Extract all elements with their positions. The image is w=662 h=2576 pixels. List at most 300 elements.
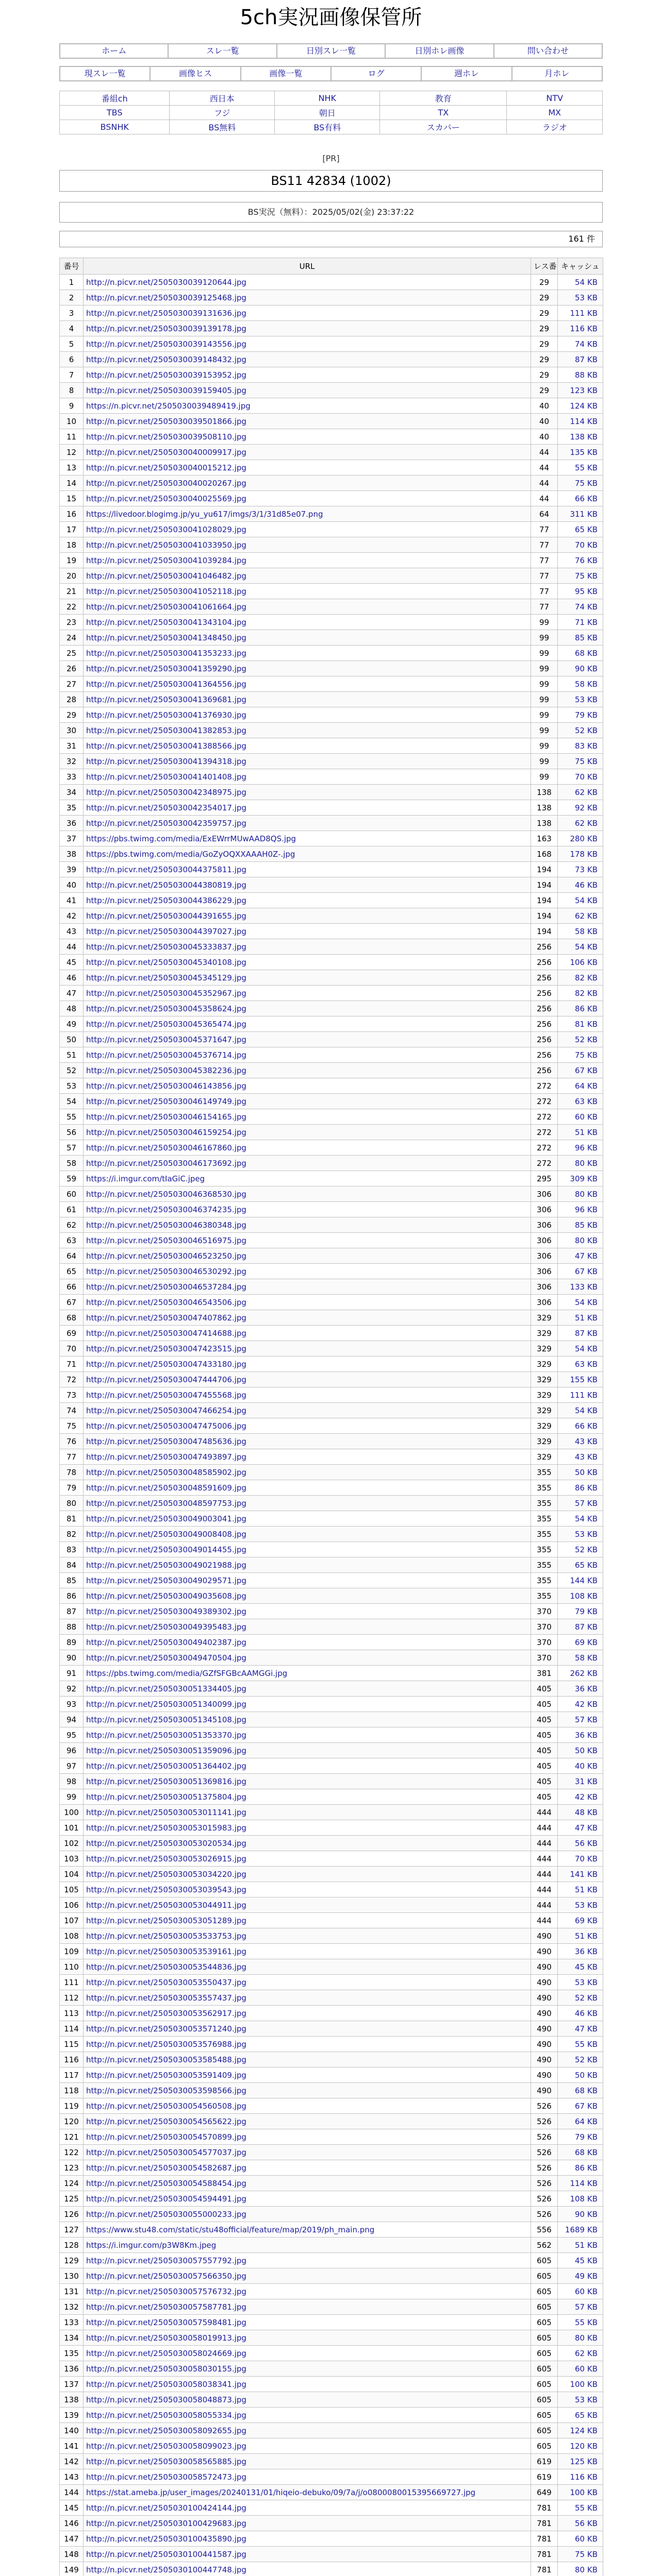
image-url-link[interactable]: http://n.picvr.net/2505030046167860.jpg (84, 1140, 531, 1156)
cache-link[interactable]: 123 KB (558, 383, 603, 398)
cache-link[interactable]: 60 KB (558, 1109, 603, 1125)
cache-link[interactable]: 95 KB (558, 584, 603, 599)
res-number-link[interactable]: 526 (531, 2145, 558, 2160)
cache-link[interactable]: 50 KB (558, 2067, 603, 2083)
cache-link[interactable]: 53 KB (558, 1897, 603, 1913)
channel-link[interactable]: TX (380, 106, 507, 120)
site-title[interactable]: 5ch実況画像保管所 (240, 6, 422, 29)
res-number-link[interactable]: 29 (531, 275, 558, 290)
image-url-link[interactable]: http://n.picvr.net/2505030049395483.jpg (84, 1619, 531, 1635)
cache-link[interactable]: 60 KB (558, 2284, 603, 2299)
res-number-link[interactable]: 168 (531, 846, 558, 862)
res-number-link[interactable]: 444 (531, 1897, 558, 1913)
cache-link[interactable]: 55 KB (558, 460, 603, 476)
cache-link[interactable]: 36 KB (558, 1727, 603, 1743)
cache-link[interactable]: 85 KB (558, 630, 603, 646)
cache-link[interactable]: 1689 KB (558, 2222, 603, 2238)
res-number-link[interactable]: 405 (531, 1681, 558, 1697)
image-url-link[interactable]: http://n.picvr.net/2505030053051289.jpg (84, 1913, 531, 1928)
res-number-link[interactable]: 355 (531, 1527, 558, 1542)
cache-link[interactable]: 92 KB (558, 800, 603, 816)
cache-link[interactable]: 69 KB (558, 1913, 603, 1928)
res-number-link[interactable]: 370 (531, 1650, 558, 1666)
image-url-link[interactable]: http://n.picvr.net/2505030046154165.jpg (84, 1109, 531, 1125)
res-number-link[interactable]: 77 (531, 599, 558, 615)
image-url-link[interactable]: https://i.imgur.com/p3W8Km.jpeg (84, 2238, 531, 2253)
res-number-link[interactable]: 256 (531, 1063, 558, 1078)
cache-link[interactable]: 87 KB (558, 352, 603, 367)
res-number-link[interactable]: 562 (531, 2238, 558, 2253)
image-url-link[interactable]: http://n.picvr.net/2505030058565885.jpg (84, 2454, 531, 2469)
image-url-link[interactable]: http://n.picvr.net/2505030040015212.jpg (84, 460, 531, 476)
res-number-link[interactable]: 306 (531, 1248, 558, 1264)
cache-link[interactable]: 42 KB (558, 1697, 603, 1712)
res-number-link[interactable]: 29 (531, 352, 558, 367)
cache-link[interactable]: 70 KB (558, 769, 603, 785)
res-number-link[interactable]: 256 (531, 1047, 558, 1063)
image-url-link[interactable]: http://n.picvr.net/2505030047407862.jpg (84, 1310, 531, 1326)
res-number-link[interactable]: 781 (531, 2500, 558, 2516)
cache-link[interactable]: 262 KB (558, 1666, 603, 1681)
cache-link[interactable]: 58 KB (558, 676, 603, 692)
cache-link[interactable]: 106 KB (558, 955, 603, 970)
image-url-link[interactable]: http://n.picvr.net/2505030053550437.jpg (84, 1975, 531, 1990)
cache-link[interactable]: 90 KB (558, 2207, 603, 2222)
cache-link[interactable]: 75 KB (558, 2547, 603, 2562)
image-url-link[interactable]: http://n.picvr.net/2505030045352967.jpg (84, 986, 531, 1001)
res-number-link[interactable]: 490 (531, 2083, 558, 2098)
cache-link[interactable]: 52 KB (558, 723, 603, 738)
image-url-link[interactable]: http://n.picvr.net/2505030053011141.jpg (84, 1805, 531, 1820)
res-number-link[interactable]: 605 (531, 2268, 558, 2284)
res-number-link[interactable]: 29 (531, 367, 558, 383)
image-url-link[interactable]: http://n.picvr.net/2505030049003041.jpg (84, 1511, 531, 1527)
res-number-link[interactable]: 605 (531, 2361, 558, 2377)
image-url-link[interactable]: http://n.picvr.net/2505030047433180.jpg (84, 1357, 531, 1372)
res-number-link[interactable]: 29 (531, 383, 558, 398)
res-number-link[interactable]: 77 (531, 568, 558, 584)
res-number-link[interactable]: 272 (531, 1156, 558, 1171)
image-url-link[interactable]: http://n.picvr.net/2505030041343104.jpg (84, 615, 531, 630)
image-url-link[interactable]: http://n.picvr.net/2505030047423515.jpg (84, 1341, 531, 1357)
cache-link[interactable]: 45 KB (558, 2253, 603, 2268)
cache-link[interactable]: 79 KB (558, 707, 603, 723)
cache-link[interactable]: 47 KB (558, 1248, 603, 1264)
res-number-link[interactable]: 619 (531, 2469, 558, 2485)
nav-daily-images[interactable]: 日別ホレ画像 (385, 43, 494, 59)
image-url-link[interactable]: http://n.picvr.net/2505030047466254.jpg (84, 1403, 531, 1418)
cache-link[interactable]: 70 KB (558, 1851, 603, 1867)
cache-link[interactable]: 64 KB (558, 2114, 603, 2129)
res-number-link[interactable]: 605 (531, 2423, 558, 2438)
cache-link[interactable]: 57 KB (558, 1712, 603, 1727)
image-url-link[interactable]: http://n.picvr.net/2505030044386229.jpg (84, 893, 531, 908)
image-url-link[interactable]: http://n.picvr.net/2505030039153952.jpg (84, 367, 531, 383)
image-url-link[interactable]: http://n.picvr.net/2505030055000233.jpg (84, 2207, 531, 2222)
nav-image-history[interactable]: 画像ヒス (150, 66, 241, 81)
res-number-link[interactable]: 526 (531, 2207, 558, 2222)
cache-link[interactable]: 82 KB (558, 986, 603, 1001)
res-number-link[interactable]: 781 (531, 2562, 558, 2576)
image-url-link[interactable]: http://n.picvr.net/2505030041039284.jpg (84, 553, 531, 568)
cache-link[interactable]: 62 KB (558, 785, 603, 800)
cache-link[interactable]: 56 KB (558, 2516, 603, 2531)
image-url-link[interactable]: http://n.picvr.net/2505030046149749.jpg (84, 1094, 531, 1109)
cache-link[interactable]: 46 KB (558, 877, 603, 893)
res-number-link[interactable]: 355 (531, 1588, 558, 1604)
cache-link[interactable]: 108 KB (558, 1588, 603, 1604)
image-url-link[interactable]: http://n.picvr.net/2505030047455568.jpg (84, 1387, 531, 1403)
res-number-link[interactable]: 99 (531, 661, 558, 676)
cache-link[interactable]: 68 KB (558, 646, 603, 661)
cache-link[interactable]: 57 KB (558, 1496, 603, 1511)
cache-link[interactable]: 80 KB (558, 2330, 603, 2346)
res-number-link[interactable]: 329 (531, 1326, 558, 1341)
res-number-link[interactable]: 329 (531, 1357, 558, 1372)
cache-link[interactable]: 86 KB (558, 2160, 603, 2176)
cache-link[interactable]: 87 KB (558, 1326, 603, 1341)
image-url-link[interactable]: http://n.picvr.net/2505030049035608.jpg (84, 1588, 531, 1604)
res-number-link[interactable]: 256 (531, 1001, 558, 1016)
res-number-link[interactable]: 370 (531, 1604, 558, 1619)
cache-link[interactable]: 51 KB (558, 2238, 603, 2253)
nav-daily-threads[interactable]: 日別スレ一覧 (276, 43, 386, 59)
image-url-link[interactable]: http://n.picvr.net/2505030051353370.jpg (84, 1727, 531, 1743)
nav-monthly[interactable]: 月ホレ (511, 66, 603, 81)
image-url-link[interactable]: http://n.picvr.net/2505030047414688.jpg (84, 1326, 531, 1341)
res-number-link[interactable]: 526 (531, 2098, 558, 2114)
cache-link[interactable]: 124 KB (558, 2423, 603, 2438)
image-url-link[interactable]: http://n.picvr.net/2505030053044911.jpg (84, 1897, 531, 1913)
image-url-link[interactable]: http://n.picvr.net/2505030046516975.jpg (84, 1233, 531, 1248)
res-number-link[interactable]: 99 (531, 615, 558, 630)
res-number-link[interactable]: 272 (531, 1094, 558, 1109)
cache-link[interactable]: 36 KB (558, 1944, 603, 1959)
image-url-link[interactable]: http://n.picvr.net/2505030045376714.jpg (84, 1047, 531, 1063)
image-url-link[interactable]: http://n.picvr.net/2505030041401408.jpg (84, 769, 531, 785)
nav-log[interactable]: ログ (330, 66, 422, 81)
cache-link[interactable]: 51 KB (558, 1882, 603, 1897)
cache-link[interactable]: 69 KB (558, 1635, 603, 1650)
res-number-link[interactable]: 329 (531, 1434, 558, 1449)
cache-link[interactable]: 83 KB (558, 738, 603, 754)
image-url-link[interactable]: http://n.picvr.net/2505030053591409.jpg (84, 2067, 531, 2083)
res-number-link[interactable]: 444 (531, 1913, 558, 1928)
image-url-link[interactable]: http://n.picvr.net/2505030053562917.jpg (84, 2006, 531, 2021)
image-url-link[interactable]: https://livedoor.blogimg.jp/yu_yu617/imgs/3/1/31d85e07.png (84, 506, 531, 522)
res-number-link[interactable]: 526 (531, 2176, 558, 2191)
image-url-link[interactable]: http://n.picvr.net/2505030054570899.jpg (84, 2129, 531, 2145)
res-number-link[interactable]: 405 (531, 1743, 558, 1758)
res-number-link[interactable]: 99 (531, 754, 558, 769)
cache-link[interactable]: 311 KB (558, 506, 603, 522)
res-number-link[interactable]: 490 (531, 2037, 558, 2052)
cache-link[interactable]: 80 KB (558, 1156, 603, 1171)
res-number-link[interactable]: 29 (531, 336, 558, 352)
cache-link[interactable]: 144 KB (558, 1573, 603, 1588)
res-number-link[interactable]: 256 (531, 939, 558, 955)
cache-link[interactable]: 65 KB (558, 1557, 603, 1573)
res-number-link[interactable]: 99 (531, 723, 558, 738)
image-url-link[interactable]: http://n.picvr.net/2505030049029571.jpg (84, 1573, 531, 1588)
image-url-link[interactable]: http://n.picvr.net/2505030045358624.jpg (84, 1001, 531, 1016)
image-url-link[interactable]: http://n.picvr.net/2505030100441587.jpg (84, 2547, 531, 2562)
res-number-link[interactable]: 306 (531, 1295, 558, 1310)
res-number-link[interactable]: 444 (531, 1867, 558, 1882)
image-url-link[interactable]: http://n.picvr.net/2505030049470504.jpg (84, 1650, 531, 1666)
image-url-link[interactable]: http://n.picvr.net/2505030041388566.jpg (84, 738, 531, 754)
res-number-link[interactable]: 605 (531, 2438, 558, 2454)
image-url-link[interactable]: http://n.picvr.net/2505030058024669.jpg (84, 2346, 531, 2361)
res-number-link[interactable]: 526 (531, 2160, 558, 2176)
cache-link[interactable]: 52 KB (558, 2052, 603, 2067)
channel-link[interactable]: 番組ch (60, 91, 170, 106)
image-url-link[interactable]: http://n.picvr.net/2505030051375804.jpg (84, 1789, 531, 1805)
cache-link[interactable]: 114 KB (558, 2176, 603, 2191)
cache-link[interactable]: 54 KB (558, 1403, 603, 1418)
res-number-link[interactable]: 99 (531, 630, 558, 646)
res-number-link[interactable]: 77 (531, 584, 558, 599)
cache-link[interactable]: 60 KB (558, 2361, 603, 2377)
image-url-link[interactable]: http://n.picvr.net/2505030053557437.jpg (84, 1990, 531, 2006)
image-url-link[interactable]: http://n.picvr.net/2505030041382853.jpg (84, 723, 531, 738)
res-number-link[interactable]: 44 (531, 476, 558, 491)
cache-link[interactable]: 54 KB (558, 275, 603, 290)
cache-link[interactable]: 36 KB (558, 1681, 603, 1697)
cache-link[interactable]: 309 KB (558, 1171, 603, 1187)
image-url-link[interactable]: http://n.picvr.net/2505030051334405.jpg (84, 1681, 531, 1697)
cache-link[interactable]: 55 KB (558, 2315, 603, 2330)
image-url-link[interactable]: http://n.picvr.net/2505030053026915.jpg (84, 1851, 531, 1867)
res-number-link[interactable]: 272 (531, 1109, 558, 1125)
image-url-link[interactable]: http://n.picvr.net/2505030046173692.jpg (84, 1156, 531, 1171)
nav-thread-list[interactable]: スレ一覧 (168, 43, 277, 59)
res-number-link[interactable]: 355 (531, 1557, 558, 1573)
res-number-link[interactable]: 605 (531, 2315, 558, 2330)
image-url-link[interactable]: http://n.picvr.net/2505030046380348.jpg (84, 1217, 531, 1233)
cache-link[interactable]: 116 KB (558, 2469, 603, 2485)
cache-link[interactable]: 111 KB (558, 1387, 603, 1403)
image-url-link[interactable]: http://n.picvr.net/2505030058055334.jpg (84, 2408, 531, 2423)
image-url-link[interactable]: http://n.picvr.net/2505030040020267.jpg (84, 476, 531, 491)
image-url-link[interactable]: http://n.picvr.net/2505030058092655.jpg (84, 2423, 531, 2438)
cache-link[interactable]: 67 KB (558, 2098, 603, 2114)
image-url-link[interactable]: http://n.picvr.net/2505030039139178.jpg (84, 321, 531, 336)
cache-link[interactable]: 68 KB (558, 2145, 603, 2160)
image-url-link[interactable]: http://n.picvr.net/2505030053571240.jpg (84, 2021, 531, 2037)
image-url-link[interactable]: http://n.picvr.net/2505030041364556.jpg (84, 676, 531, 692)
cache-link[interactable]: 68 KB (558, 2083, 603, 2098)
cache-link[interactable]: 87 KB (558, 1619, 603, 1635)
image-url-link[interactable]: http://n.picvr.net/2505030047485636.jpg (84, 1434, 531, 1449)
res-number-link[interactable]: 405 (531, 1789, 558, 1805)
image-url-link[interactable]: http://n.picvr.net/2505030048585902.jpg (84, 1465, 531, 1480)
res-number-link[interactable]: 256 (531, 1016, 558, 1032)
res-number-link[interactable]: 64 (531, 506, 558, 522)
cache-link[interactable]: 51 KB (558, 1310, 603, 1326)
res-number-link[interactable]: 355 (531, 1465, 558, 1480)
cache-link[interactable]: 60 KB (558, 2531, 603, 2547)
cache-link[interactable]: 52 KB (558, 1990, 603, 2006)
cache-link[interactable]: 85 KB (558, 1217, 603, 1233)
res-number-link[interactable]: 44 (531, 445, 558, 460)
cache-link[interactable]: 47 KB (558, 2021, 603, 2037)
res-number-link[interactable]: 329 (531, 1418, 558, 1434)
image-url-link[interactable]: http://n.picvr.net/2505030048597753.jpg (84, 1496, 531, 1511)
cache-link[interactable]: 74 KB (558, 336, 603, 352)
image-url-link[interactable]: http://n.picvr.net/2505030039501866.jpg (84, 414, 531, 429)
cache-link[interactable]: 82 KB (558, 970, 603, 986)
channel-link[interactable]: BS無料 (170, 120, 275, 134)
cache-link[interactable]: 43 KB (558, 1434, 603, 1449)
channel-link[interactable]: スカパー (380, 120, 507, 134)
res-number-link[interactable]: 306 (531, 1187, 558, 1202)
res-number-link[interactable]: 29 (531, 306, 558, 321)
image-url-link[interactable]: http://n.picvr.net/2505030046374235.jpg (84, 1202, 531, 1217)
res-number-link[interactable]: 490 (531, 1944, 558, 1959)
cache-link[interactable]: 100 KB (558, 2485, 603, 2500)
res-number-link[interactable]: 781 (531, 2516, 558, 2531)
image-url-link[interactable]: http://n.picvr.net/2505030039120644.jpg (84, 275, 531, 290)
nav-current-threads[interactable]: 現スレ一覧 (59, 66, 151, 81)
image-url-link[interactable]: http://n.picvr.net/2505030058048873.jpg (84, 2392, 531, 2408)
cache-link[interactable]: 51 KB (558, 1928, 603, 1944)
image-url-link[interactable]: http://n.picvr.net/2505030039125468.jpg (84, 290, 531, 306)
cache-link[interactable]: 73 KB (558, 862, 603, 877)
cache-link[interactable]: 62 KB (558, 816, 603, 831)
image-url-link[interactable]: http://n.picvr.net/2505030039143556.jpg (84, 336, 531, 352)
image-url-link[interactable]: http://n.picvr.net/2505030039148432.jpg (84, 352, 531, 367)
cache-link[interactable]: 51 KB (558, 1125, 603, 1140)
image-url-link[interactable]: http://n.picvr.net/2505030041033950.jpg (84, 537, 531, 553)
image-url-link[interactable]: http://n.picvr.net/2505030051364402.jpg (84, 1758, 531, 1774)
res-number-link[interactable]: 138 (531, 785, 558, 800)
res-number-link[interactable]: 194 (531, 893, 558, 908)
res-number-link[interactable]: 526 (531, 2114, 558, 2129)
cache-link[interactable]: 90 KB (558, 661, 603, 676)
cache-link[interactable]: 54 KB (558, 939, 603, 955)
res-number-link[interactable]: 370 (531, 1619, 558, 1635)
cache-link[interactable]: 79 KB (558, 2129, 603, 2145)
res-number-link[interactable]: 490 (531, 1959, 558, 1975)
cache-link[interactable]: 31 KB (558, 1774, 603, 1789)
image-url-link[interactable]: http://n.picvr.net/2505030053598566.jpg (84, 2083, 531, 2098)
res-number-link[interactable]: 405 (531, 1758, 558, 1774)
cache-link[interactable]: 80 KB (558, 1233, 603, 1248)
res-number-link[interactable]: 29 (531, 290, 558, 306)
cache-link[interactable]: 40 KB (558, 1758, 603, 1774)
image-url-link[interactable]: http://n.picvr.net/2505030057587781.jpg (84, 2299, 531, 2315)
image-url-link[interactable]: http://n.picvr.net/2505030048591609.jpg (84, 1480, 531, 1496)
res-number-link[interactable]: 444 (531, 1836, 558, 1851)
res-number-link[interactable]: 605 (531, 2299, 558, 2315)
cache-link[interactable]: 50 KB (558, 1465, 603, 1480)
cache-link[interactable]: 76 KB (558, 553, 603, 568)
image-url-link[interactable]: http://n.picvr.net/2505030046523250.jpg (84, 1248, 531, 1264)
cache-link[interactable]: 49 KB (558, 2268, 603, 2284)
channel-link[interactable]: NTV (507, 91, 603, 106)
res-number-link[interactable]: 526 (531, 2191, 558, 2207)
cache-link[interactable]: 52 KB (558, 1032, 603, 1047)
res-number-link[interactable]: 138 (531, 816, 558, 831)
cache-link[interactable]: 50 KB (558, 1743, 603, 1758)
channel-link[interactable]: 教育 (380, 91, 507, 106)
cache-link[interactable]: 54 KB (558, 1295, 603, 1310)
res-number-link[interactable]: 138 (531, 800, 558, 816)
cache-link[interactable]: 53 KB (558, 692, 603, 707)
cache-link[interactable]: 100 KB (558, 2377, 603, 2392)
cache-link[interactable]: 46 KB (558, 2006, 603, 2021)
cache-link[interactable]: 75 KB (558, 476, 603, 491)
res-number-link[interactable]: 306 (531, 1233, 558, 1248)
res-number-link[interactable]: 526 (531, 2129, 558, 2145)
res-number-link[interactable]: 329 (531, 1387, 558, 1403)
res-number-link[interactable]: 405 (531, 1774, 558, 1789)
image-url-link[interactable]: http://n.picvr.net/2505030058030155.jpg (84, 2361, 531, 2377)
cache-link[interactable]: 62 KB (558, 908, 603, 924)
image-url-link[interactable]: https://n.picvr.net/2505030039489419.jpg (84, 398, 531, 414)
res-number-link[interactable]: 272 (531, 1078, 558, 1094)
cache-link[interactable]: 96 KB (558, 1140, 603, 1156)
image-url-link[interactable]: http://n.picvr.net/2505030040025569.jpg (84, 491, 531, 506)
res-number-link[interactable]: 490 (531, 2067, 558, 2083)
cache-link[interactable]: 133 KB (558, 1279, 603, 1295)
image-url-link[interactable]: https://pbs.twimg.com/media/GoZyOQXXAAAH0Z-.jpg (84, 846, 531, 862)
image-url-link[interactable]: http://n.picvr.net/2505030054582687.jpg (84, 2160, 531, 2176)
image-url-link[interactable]: http://n.picvr.net/2505030054594491.jpg (84, 2191, 531, 2207)
res-number-link[interactable]: 40 (531, 429, 558, 445)
res-number-link[interactable]: 405 (531, 1727, 558, 1743)
cache-link[interactable]: 53 KB (558, 1975, 603, 1990)
image-url-link[interactable]: http://n.picvr.net/2505030053039543.jpg (84, 1882, 531, 1897)
cache-link[interactable]: 43 KB (558, 1449, 603, 1465)
channel-link[interactable]: BS有料 (275, 120, 380, 134)
cache-link[interactable]: 67 KB (558, 1264, 603, 1279)
res-number-link[interactable]: 781 (531, 2531, 558, 2547)
cache-link[interactable]: 53 KB (558, 2392, 603, 2408)
res-number-link[interactable]: 329 (531, 1403, 558, 1418)
image-url-link[interactable]: http://n.picvr.net/2505030054588454.jpg (84, 2176, 531, 2191)
cache-link[interactable]: 80 KB (558, 1187, 603, 1202)
res-number-link[interactable]: 295 (531, 1171, 558, 1187)
image-url-link[interactable]: http://n.picvr.net/2505030054560508.jpg (84, 2098, 531, 2114)
res-number-link[interactable]: 329 (531, 1449, 558, 1465)
res-number-link[interactable]: 44 (531, 491, 558, 506)
res-number-link[interactable]: 381 (531, 1666, 558, 1681)
image-url-link[interactable]: http://n.picvr.net/2505030045382236.jpg (84, 1063, 531, 1078)
res-number-link[interactable]: 605 (531, 2377, 558, 2392)
res-number-link[interactable]: 355 (531, 1542, 558, 1557)
image-url-link[interactable]: https://pbs.twimg.com/media/ExEWrrMUwAAD8QS.jpg (84, 831, 531, 846)
nav-weekly[interactable]: 週ホレ (421, 66, 512, 81)
image-url-link[interactable]: http://n.picvr.net/2505030049008408.jpg (84, 1527, 531, 1542)
res-number-link[interactable]: 256 (531, 1032, 558, 1047)
res-number-link[interactable]: 306 (531, 1202, 558, 1217)
res-number-link[interactable]: 77 (531, 553, 558, 568)
res-number-link[interactable]: 256 (531, 986, 558, 1001)
res-number-link[interactable]: 40 (531, 398, 558, 414)
cache-link[interactable]: 80 KB (558, 2562, 603, 2576)
res-number-link[interactable]: 40 (531, 414, 558, 429)
res-number-link[interactable]: 781 (531, 2547, 558, 2562)
res-number-link[interactable]: 444 (531, 1851, 558, 1867)
channel-link[interactable]: 朝日 (275, 106, 380, 120)
res-number-link[interactable]: 490 (531, 2052, 558, 2067)
res-number-link[interactable]: 355 (531, 1573, 558, 1588)
cache-link[interactable]: 138 KB (558, 429, 603, 445)
image-url-link[interactable]: http://n.picvr.net/2505030039131636.jpg (84, 306, 531, 321)
res-number-link[interactable]: 405 (531, 1697, 558, 1712)
